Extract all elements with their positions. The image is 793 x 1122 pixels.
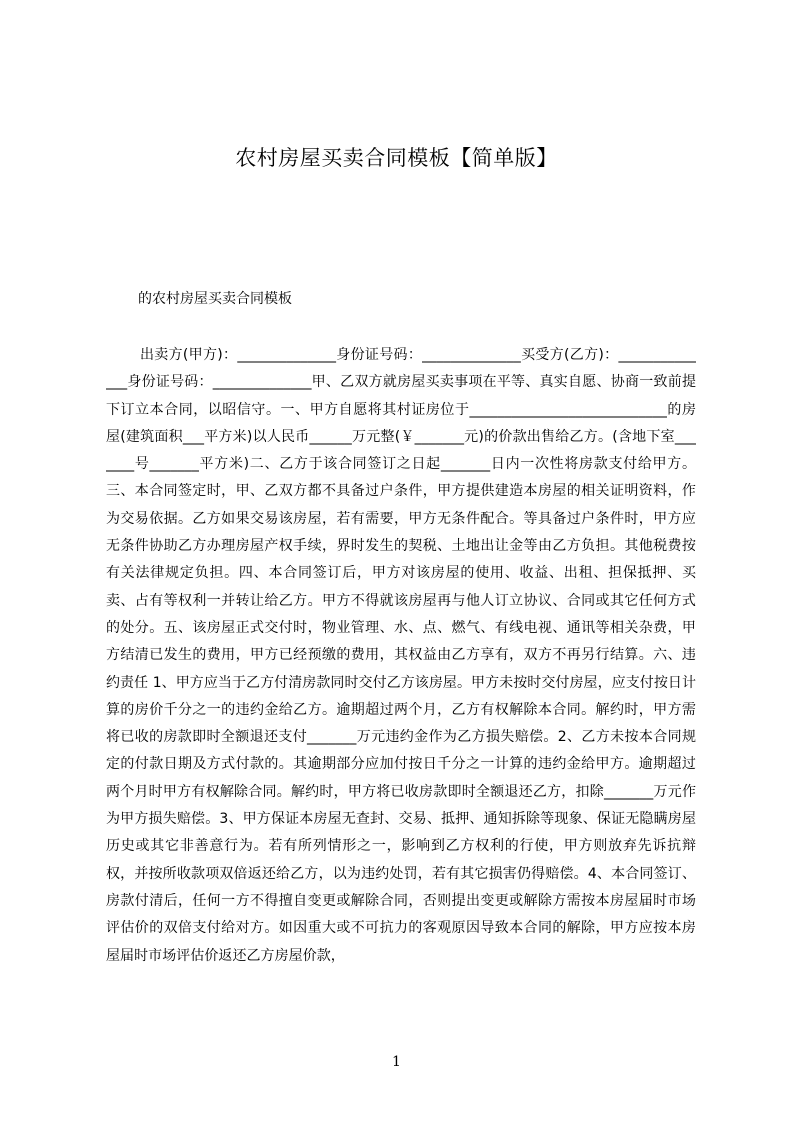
contract-body-text: 出卖方(甲方)：______________身份证号码：______________买受方(乙方)：______________身份证号码：______________甲、乙双方就房屋买卖事项在平等、真实自愿、协商一致前提下订立本合同，以昭信守。一、甲方自愿将其村证房位于____________________________的房屋(建筑面积___平方米)以人民币______万元整(￥_______元)的价款出售给乙方。(含地下室_______号_______平方米)二、乙方于该合同签订之日起_______日内一次性将房款支付给甲方。三、本合同签定时，甲、乙双方都不具备过户条件，甲方提供建造本房屋的相关证明资料，作为交易依据。乙方如果交易该房屋，若有需要，甲方无条件配合。等具备过户条件时，甲方应无条件协助乙方办理房屋产权手续，界时发生的契税、土地出让金等由乙方负担。其他税费按有关法律规定负担。四、本合同签订后，甲方对该房屋的使用、收益、出租、担保抵押、买卖、占有等权利一并转让给乙方。甲方不得就该房屋再与他人订立协议、合同或其它任何方式的处分。五、该房屋正式交付时，物业管理、水、点、燃气、有线电视、通讯等相关杂费，甲方结清已发生的费用，甲方已经预缴的费用，其权益由乙方享有，双方不再另行结算。六、违约责任 1、甲方应当于乙方付清房款同时交付乙方该房屋。甲方未按时交付房屋，应支付按日计算的房价千分之一的违约金给乙方。逾期超过两个月，乙方有权解除本合同。解约时，甲方需将已收的房款即时全额退还支付_______万元违约金作为乙方损失赔偿。2、乙方未按本合同规定的付款日期及方式付款的。其逾期部分应加付按日千分之一计算的违约金给甲方。逾期超过两个月时甲方有权解除合同。解约时，甲方将已收房款即时全额退还乙方，扣除_______万元作为甲方损失赔偿。3、甲方保证本房屋无查封、交易、抵押、通知拆除等现象、保证无隐瞒房屋历史或其它非善意行为。若有所列情形之一，影响到乙方权利的行使，甲方则放弃先诉抗辩权，并按所收款项双倍返还给乙方，以为违约处罚，若有其它损害仍得赔偿。4、本合同签订、房款付清后，任何一方不得擅自变更或解除合同，否则提出变更或解除方需按本房屋届时市场评估价的双倍支付给对方。如因重大或不可抗力的客观原因导致本合同的解除，甲方应按本房屋届时市场评估价返还乙方房屋价款，: [106, 347, 696, 964]
document-title: 农村房屋买卖合同模板【简单版】: [235, 146, 558, 170]
document-subtitle: 的农村房屋买卖合同模板: [138, 291, 292, 307]
page-number: 1: [392, 1054, 401, 1070]
